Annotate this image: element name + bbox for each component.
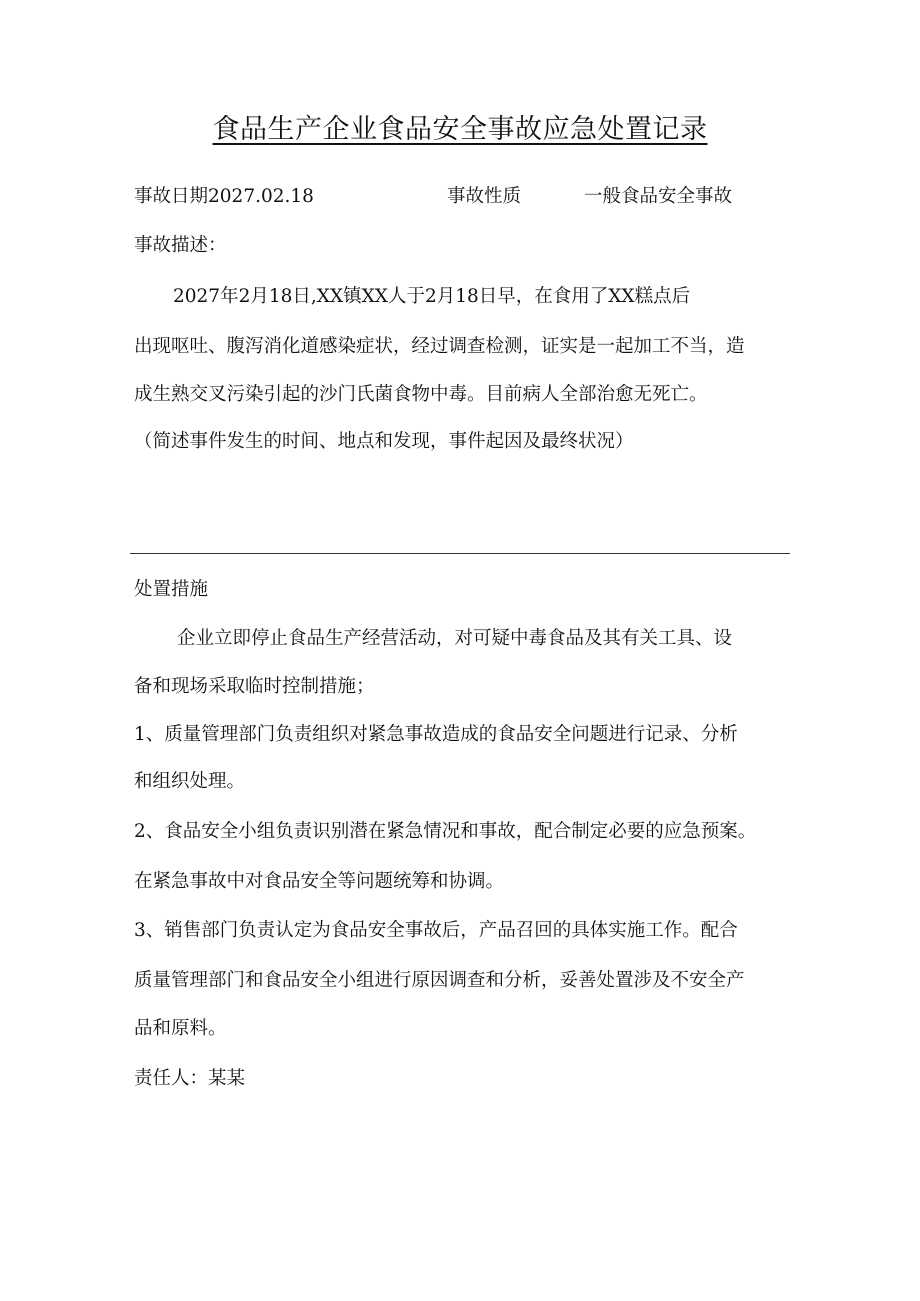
measures-line: 和组织处理。 [134, 771, 246, 792]
responsible-name: 某某 [208, 1068, 246, 1089]
document-title: 食品生产企业食品安全事故应急处置记录 [212, 114, 708, 145]
description-line: 出现呕吐、腹泻消化道感染症状，经过调查检测，证实是一起加工不当，造 [134, 336, 745, 357]
incident-date-value: 2027.02.18 [208, 186, 314, 207]
incident-nature-value: 一般食品安全事故 [584, 186, 733, 207]
measures-line: 企业立即停止食品生产经营活动，对可疑中毒食品及其有关工具、设 [177, 628, 733, 649]
measures-line: 品和原料。 [134, 1018, 227, 1039]
measures-line: 在紧急事故中对食品安全等问题统筹和协调。 [134, 871, 505, 892]
measures-line: 质量管理部门和食品安全小组进行原因调查和分析，妥善处置涉及不安全产 [134, 970, 745, 991]
incident-date [134, 182, 314, 212]
measures-item-3: 3、销售部门负责认定为食品安全事故后，产品召回的具体实施工作。配合 [134, 920, 738, 941]
description-line: 成生熟交叉污染引起的沙门氏菌食物中毒。目前病人全部治愈无死亡。 [134, 384, 708, 405]
description-heading: 事故描述： [134, 235, 227, 256]
measures-line: 备和现场采取临时控制措施； [134, 676, 375, 697]
section-divider [130, 553, 790, 554]
incident-nature-label: 事故性质 [447, 186, 522, 207]
measures-item-2: 2、食品安全小组负责识别潜在紧急情况和事故，配合制定必要的应急预案。 [134, 821, 757, 842]
measures-heading: 处置措施 [134, 579, 209, 600]
description-hint: （简述事件发生的时间、地点和发现，事件起因及最终状况） [134, 431, 634, 452]
incident-date-label: 事故日期 [134, 186, 209, 207]
responsible-label: 责任人： [134, 1068, 209, 1089]
description-line: 2027年2月18日,XX镇XX人于2月18日早，在食用了XX糕点后 [173, 286, 691, 307]
measures-item-1: 1、质量管理部门负责组织对紧急事故造成的食品安全问题进行记录、分析 [134, 724, 738, 745]
responsible-person [134, 1064, 245, 1094]
